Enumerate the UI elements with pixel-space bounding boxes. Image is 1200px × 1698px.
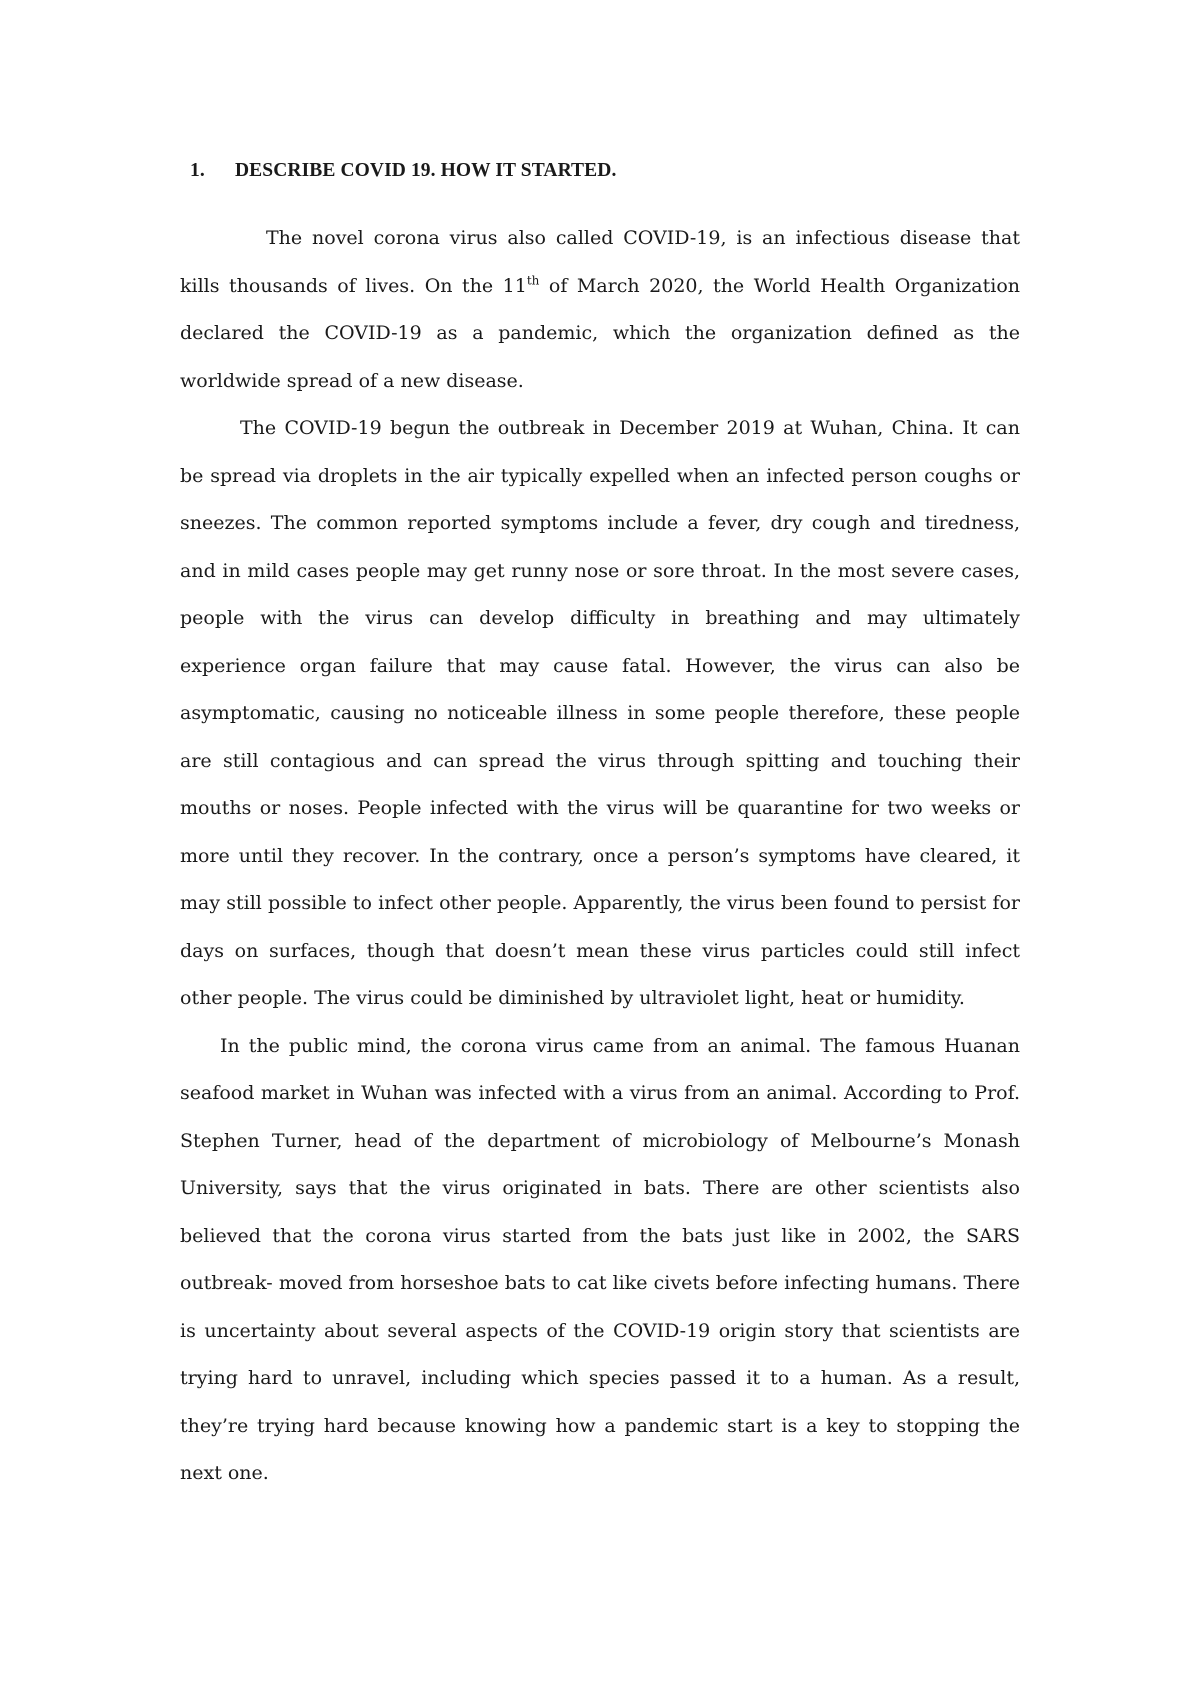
paragraph-1-superscript: th [526,273,540,288]
section-heading [190,160,616,182]
paragraph-2: The COVID-19 begun the outbreak in December 2019 at Wuhan, China. It can be spread via droplets in the air typically expelled when an infected person coughs or sneezes. The common reported symptoms include a fever, dry cough and tiredness, and in mild cases people may get runny nose or sore throat. In the most severe cases, people with the virus can develop difficulty in breathing and may ultimately experience organ failure that may cause fatal. However, the virus can also be asymptomatic, causing no noticeable illness in some people therefore, these people are still contagious and can spread the virus through spitting and touching their mouths or noses. People infected with the virus will be quarantine for two weeks or more until they recover. In the contrary, once a person’s symptoms have cleared, it may still possible to infect other people. Apparently, the virus been found to persist for days on surfaces, though that doesn’t mean these virus particles could still infect other people. The virus could be diminished by ultraviolet light, heat or humidity. [180,417,1020,1009]
heading-text: DESCRIBE COVID 19. HOW IT STARTED. [235,160,617,181]
paragraph-1-part-2: of March 2020, the World Health Organization declared the COVID-19 as a pandemic, which the organization defined as the worldwide spread of a new disease. [180,274,1020,392]
paragraph-1 [180,215,1020,405]
heading-number: 1. [190,160,205,181]
body-text [180,215,1020,1498]
paragraph-3: In the public mind, the corona virus came from an animal. The famous Huanan seafood market in Wuhan was infected with a virus from an animal. According to Prof. Stephen Turner, head of the department of microbiology of Melbourne’s Monash University, says that the virus originated in bats. There are other scientists also believed that the corona virus started from the bats just like in 2002, the SARS outbreak- moved from horseshoe bats to cat like civets before infecting humans. There is uncertainty about several aspects of the COVID-19 origin story that scientists are trying hard to unravel, including which species passed it to a human. As a result, they’re trying hard because knowing how a pandemic start is a key to stopping the next one. [180,1034,1020,1484]
paragraph-1-part-1: The novel corona virus also called COVID-19, is an infectious disease that kills thousands of lives. On the 11 [180,227,1020,297]
